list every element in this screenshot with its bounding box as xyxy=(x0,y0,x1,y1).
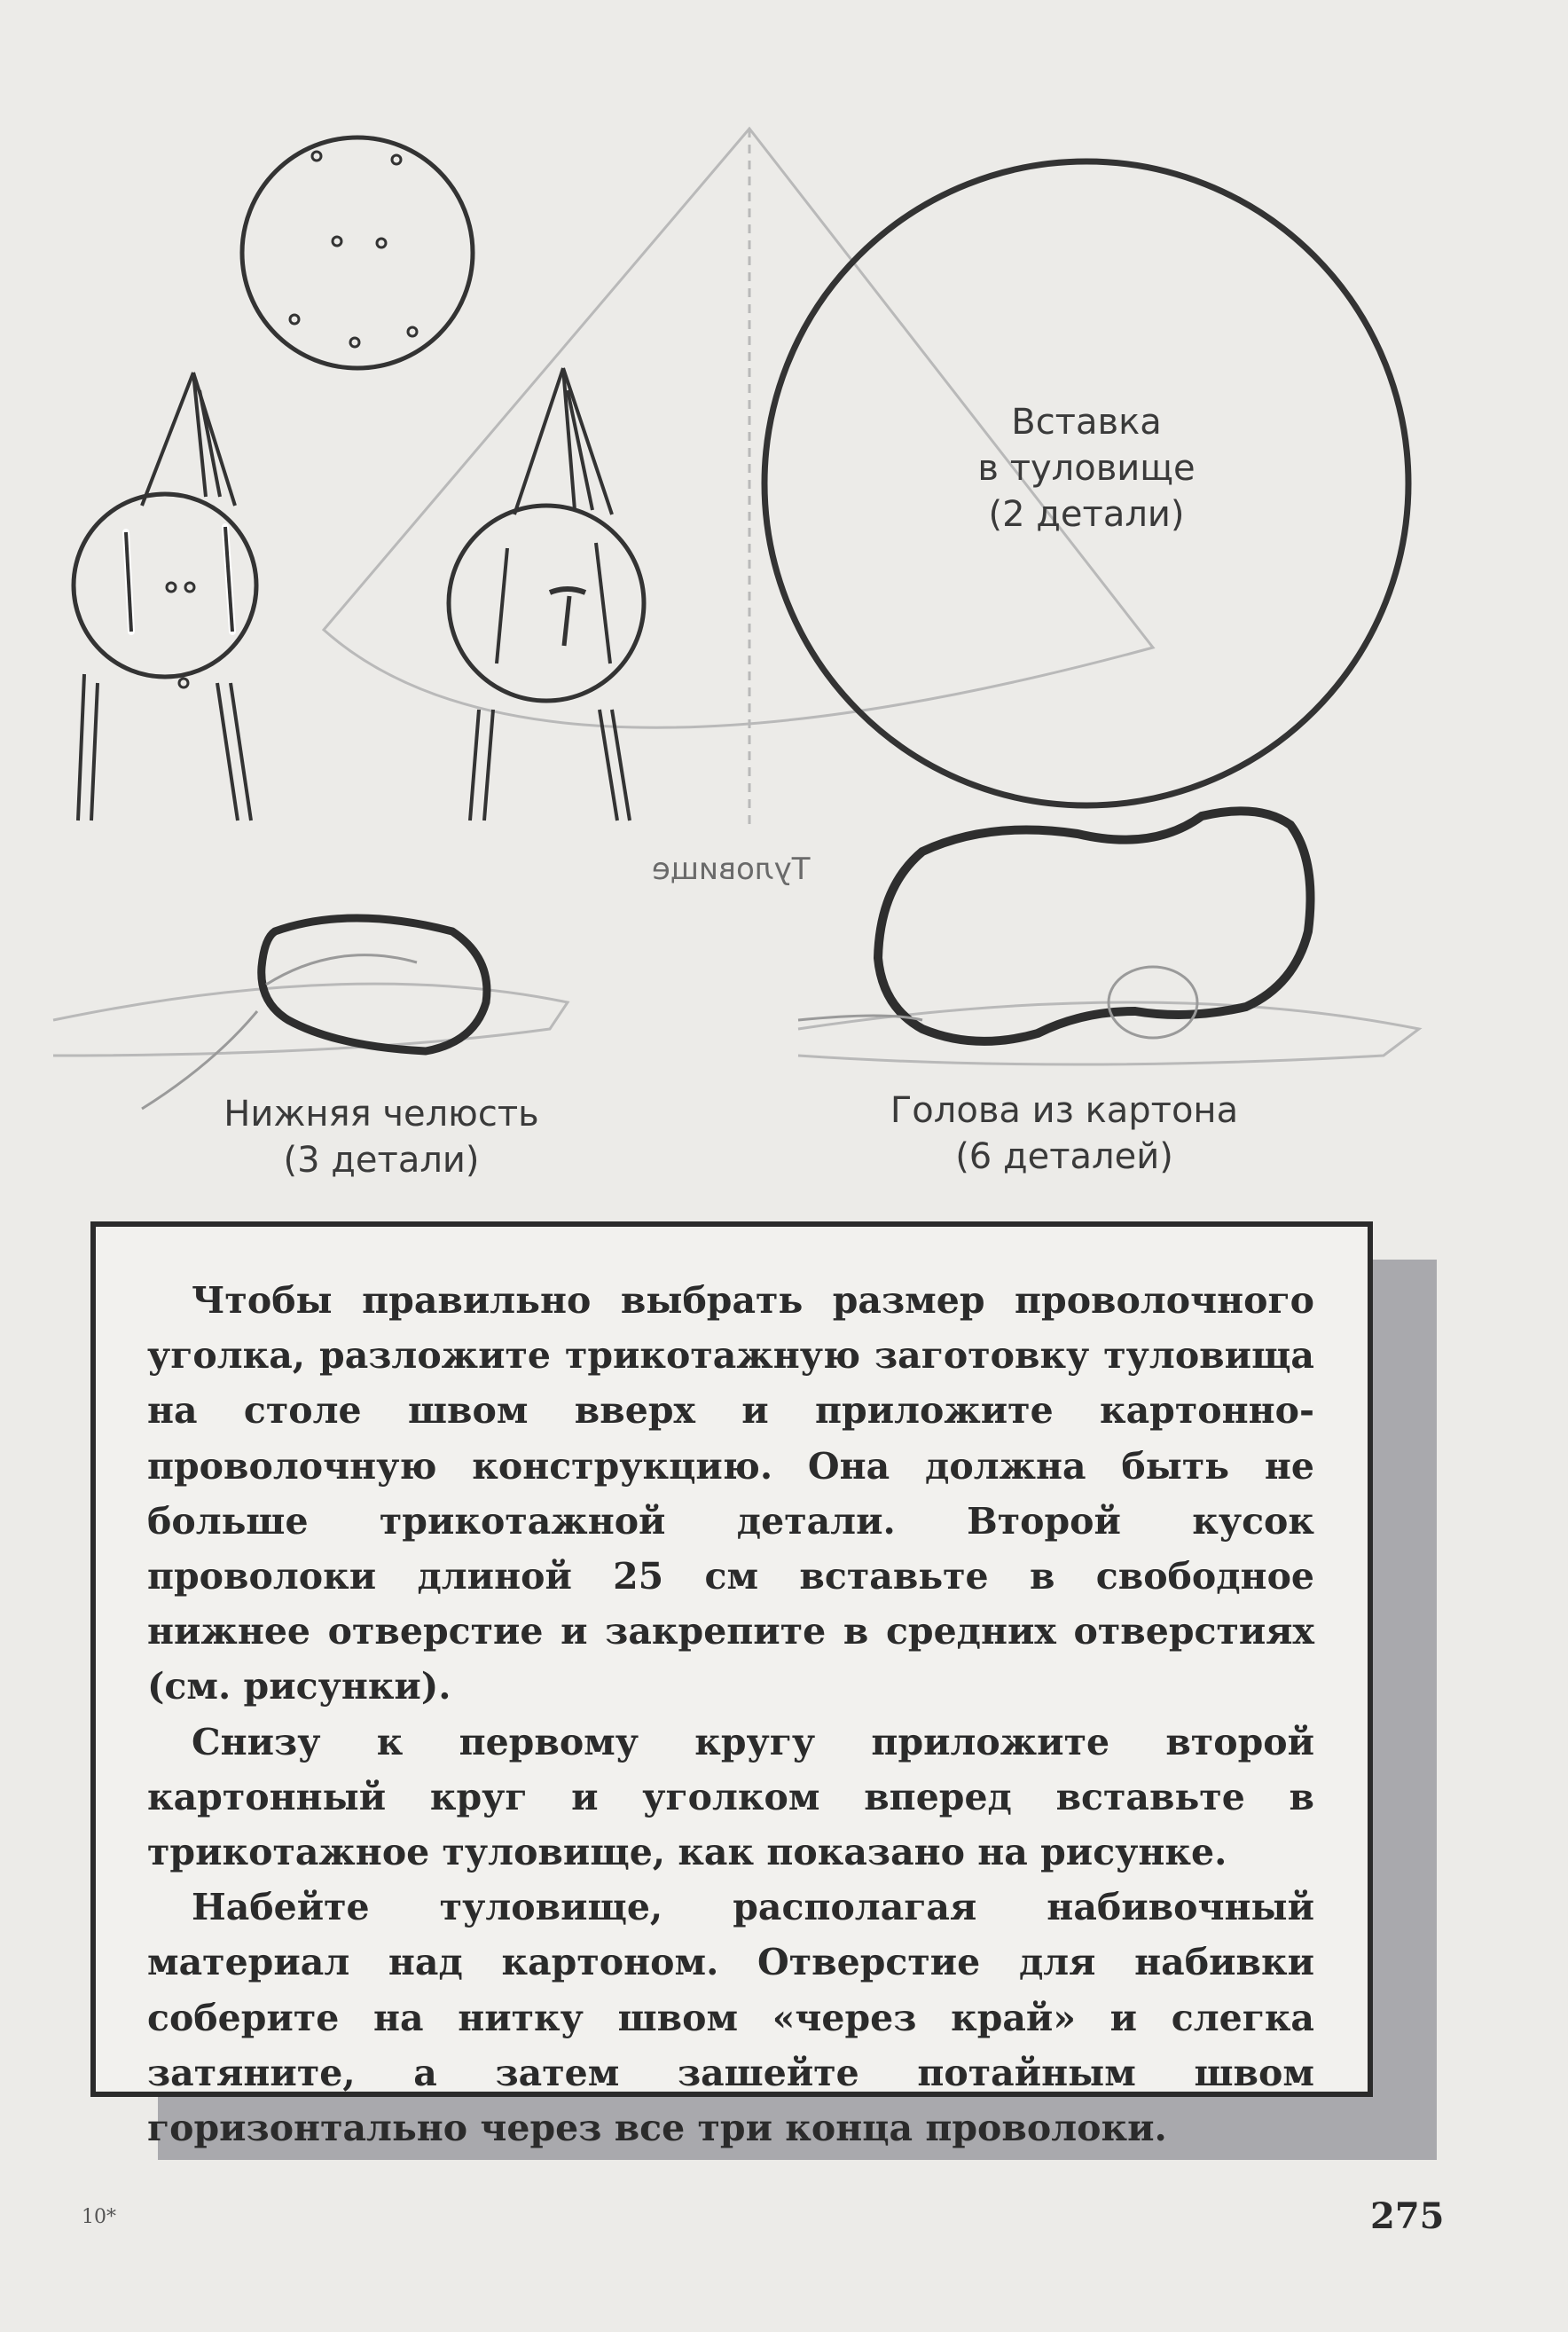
head-label xyxy=(869,1087,1259,1180)
insert-label-line-3: (2 детали) xyxy=(988,494,1185,535)
printer-signature: 10* xyxy=(82,2206,116,2228)
head-label-line-1: Голова из картона xyxy=(890,1090,1239,1131)
cardboard-head-shape xyxy=(798,811,1311,1041)
torso-label-mirrored: Туловище xyxy=(652,852,811,887)
jaw-label-line-1: Нижняя челюсть xyxy=(223,1094,539,1135)
insert-label-line-1: Вставка xyxy=(1011,402,1162,443)
head-label-line-2: (6 деталей) xyxy=(955,1136,1173,1177)
insert-label xyxy=(967,399,1206,538)
page-number: 275 xyxy=(1370,2195,1445,2237)
wire-circle-assembly-middle xyxy=(449,368,644,821)
instruction-box xyxy=(90,1221,1373,2150)
instruction-paragraph-2: Снизу к первому кругу приложите второй картонный круг и уголком вперед вставьте в трикотажное туловище, как показано на рисунке. xyxy=(147,1720,1314,1874)
instruction-paragraph-1: Чтобы правильно выбрать размер проволочного уголка, разложите трикотажную заготовку туловища на столе швом вверх и приложите картонно-проволочную конструкцию. Она должна быть не больше трикотажной детали. Второй кусок проволоки длиной 25 см вставьте в свободное нижнее отверстие и закрепите в средних отверстиях (см. рисунки). xyxy=(147,1279,1314,1708)
lower-jaw-shape xyxy=(142,918,487,1109)
wire-circle-assembly-left xyxy=(74,373,256,821)
insert-label-line-2: в туловище xyxy=(977,448,1196,489)
jaw-label-line-2: (3 детали) xyxy=(283,1140,480,1181)
cardboard-circle-top xyxy=(242,137,473,368)
instruction-paragraph-3: Набейте туловище, располагая набивочный материал над картоном. Отверстие для набивки соберите на нитку швом «через край» и слегка затяните, а затем зашейте потайным швом горизонтально через все три конца проволоки. xyxy=(147,1886,1314,2150)
torso-pattern-ghost xyxy=(53,129,1419,1064)
jaw-label xyxy=(186,1091,576,1183)
